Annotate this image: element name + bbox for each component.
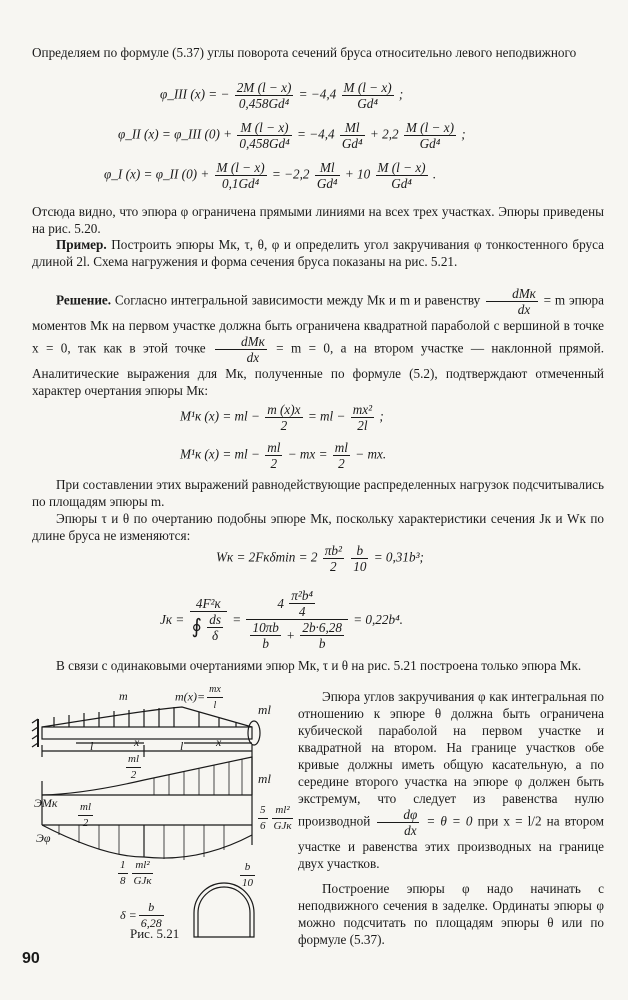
fig-label-m: m	[119, 689, 128, 703]
fig-label-ml-right: ml	[258, 702, 271, 717]
eq3-den: 0,1Gd⁴	[221, 176, 260, 191]
eq5-mid: − mx =	[287, 446, 328, 462]
eq1-num2: M (l − x)	[343, 80, 392, 95]
eq6-end: = 0,31b³;	[373, 549, 424, 565]
fig-ml2-num: ml	[126, 752, 141, 768]
eq2-end: ;	[461, 126, 466, 142]
eq7-contour-integral: ∮	[191, 616, 202, 638]
eq4-num2: mx²	[352, 402, 373, 417]
fig-label-ml-diagram: ml	[258, 771, 271, 786]
eq1-num: 2M (l − x)	[236, 80, 292, 95]
eq2-mid2: + 2,2	[369, 126, 399, 142]
eq2-den: 0,458Gd⁴	[239, 136, 290, 151]
eq7-end: = 0,22b⁴.	[353, 612, 403, 627]
eq4-den2: 2l	[357, 418, 368, 433]
fig-five-num: 5	[258, 803, 268, 819]
equation-Wk	[216, 543, 424, 574]
fig-b10-den: 10	[242, 877, 253, 889]
paragraph-conclusion: Отсюда видно, что эпюра φ ограничена прямыми линиями на всех трех участках. Эпюры приведены на рис. 5.20.	[32, 204, 604, 236]
eq3-den2: Gd⁴	[316, 176, 338, 191]
eq7-den-n: ds	[209, 612, 221, 627]
eq7-d1d: b	[262, 636, 269, 651]
fig-label-ml2b	[76, 800, 95, 831]
paragraph-construction: Построение эпюры φ надо начинать с неподвижного сечения в заделке. Ординаты эпюры φ можно подсчитать по площадям эпюры θ или по формуле (5.37).	[298, 881, 604, 947]
eq4-mid: = ml −	[307, 408, 346, 424]
fig-label-mk: ЭMк	[34, 796, 58, 810]
eq3-num3: M (l − x)	[377, 160, 426, 175]
equation-Jk	[160, 588, 403, 651]
phi-frac-num: dφ	[377, 807, 419, 823]
eq7-d2d: b	[318, 636, 326, 651]
eq3-mid2: + 10	[344, 166, 371, 182]
solution-text-b: = m эпюра моментов Mк на первом участке должна быть ограничена квадратной параболой с вершиной в точке x = 0, так как в этой точке	[32, 292, 604, 356]
mk-curve	[42, 757, 252, 795]
equation-phi-III	[160, 80, 403, 111]
fig-five-den: 6	[260, 820, 266, 832]
eq3-den3: Gd⁴	[391, 176, 412, 191]
eq6-num2: b	[351, 543, 368, 559]
eq6-num: πb²	[324, 543, 342, 558]
fig-label-b10	[238, 860, 257, 891]
paragraph-example	[32, 236, 604, 270]
eq6-lhs: Wк = 2Fкδmin = 2	[216, 549, 318, 565]
eq1-den2: Gd⁴	[357, 96, 378, 111]
eq5-den: 2	[270, 456, 278, 471]
solution-text-a: Согласно интегральной зависимости между Mк и m и равенству	[111, 292, 481, 308]
equation-Mk-1	[180, 402, 384, 433]
eq2-num3: M (l − x)	[405, 120, 454, 135]
eq7-lhs: Jк =	[160, 612, 185, 627]
fig-delta-num: b	[139, 900, 164, 916]
paragraph-phi-diagram	[298, 688, 604, 872]
eq7-d1n: 10πb	[252, 620, 279, 635]
eq3-end: .	[432, 166, 437, 182]
fig-b10-num: b	[240, 860, 255, 876]
eq7-den	[190, 612, 227, 643]
fig-label-mx	[175, 682, 225, 713]
eq2-den2: Gd⁴	[341, 136, 363, 151]
cross-section	[194, 883, 254, 937]
eq2-lhs: φ_II (x) = φ_III (0) +	[118, 126, 233, 142]
fig-label-l1: l	[90, 739, 94, 753]
eq1-end: ;	[398, 86, 404, 102]
cross-section-inner	[198, 887, 250, 937]
fig-one-num: 1	[118, 858, 128, 874]
eq5-den2: 2	[338, 456, 345, 471]
eq3-mid: = −2,2	[271, 166, 310, 182]
intro-paragraph: Определяем по формуле (5.37) углы поворота сечений бруса относительно левого неподвижного	[32, 45, 577, 60]
fig-mx-text: m(x)=	[175, 689, 206, 704]
fig-mlsq2-num: ml²	[132, 858, 154, 874]
eq5-num: ml	[267, 440, 281, 455]
solution-frac2-num: dMк	[215, 334, 267, 350]
solution-frac2-den: dx	[246, 350, 260, 365]
eq1-mid: = −4,4	[298, 86, 337, 102]
fig-mx-den: l	[213, 700, 217, 711]
paragraph-resultants: При составлении этих выражений равнодействующие распределенных нагрузок подсчитывались по площадям эпюры m.	[32, 477, 604, 509]
eq4-end: ;	[379, 408, 384, 424]
eq1-den: 0,458Gd⁴	[238, 96, 290, 111]
fig-label-one-eighth	[116, 858, 155, 889]
eq3-lhs: φ_I (x) = φ_II (0) +	[104, 166, 210, 182]
fig-label-phi: Эφ	[36, 831, 51, 845]
eq7-plus: +	[286, 628, 296, 643]
eq2-num: M (l − x)	[237, 120, 291, 136]
page-number: 90	[22, 950, 40, 967]
solution-frac-num: dMк	[486, 286, 538, 302]
eq7-num-b: π²b⁴	[291, 588, 314, 603]
phi-curve	[42, 825, 252, 858]
paragraph-solution	[32, 286, 604, 399]
fig-ml2b-num: ml	[78, 800, 93, 816]
eq3-num: M (l − x)	[216, 160, 265, 175]
fig-delta-text: δ =	[120, 908, 137, 922]
eq5-end: − mx.	[355, 446, 387, 462]
fig-label-x2: x	[216, 735, 222, 749]
eq7-big-den	[246, 620, 347, 651]
eq2-num2: Ml	[340, 120, 365, 136]
eq7-den-d: δ	[212, 628, 219, 643]
eq3-num2: Ml	[315, 160, 340, 176]
eq2-den3: Gd⁴	[419, 136, 441, 151]
eq7-num: 4F²к	[190, 596, 227, 612]
eq7-eq: =	[232, 612, 242, 627]
phi-text-c: при x = l/2 на втором участке и равенства этих производных на границе двух участков.	[298, 813, 605, 871]
eq4-den: 2	[280, 418, 288, 433]
example-lead: Пример.	[56, 237, 107, 252]
eq2-mid: = −4,4	[297, 126, 335, 142]
equation-phi-II	[118, 120, 466, 151]
eq1-lhs: φ_III (x) = −	[160, 86, 230, 102]
eq4-num: m (x)x	[267, 402, 301, 417]
paragraph-same-shape: В связи с одинаковыми очертаниями эпюр Mк, τ и θ на рис. 5.21 построена только эпюра Mк.	[56, 658, 582, 673]
figure-caption: Рис. 5.21	[130, 926, 180, 941]
fig-label-five-sixths	[256, 803, 295, 834]
fig-one-den: 8	[120, 875, 126, 887]
fig-mx-num: mx	[207, 682, 223, 698]
fig-label-ml2	[124, 752, 143, 783]
paragraph-tau-theta: Эпюры τ и θ по очертанию подобны эпюре Mк, поскольку характеристики сечения Jк и Wк по длине бруса не изменяются:	[32, 511, 604, 543]
eq6-den2: 10	[353, 559, 367, 574]
mk-hatch	[154, 759, 242, 795]
eq7-num-c: 4	[298, 604, 306, 619]
solution-lead: Решение.	[56, 292, 112, 308]
eq4-lhs: M¹к (x) = ml −	[180, 408, 260, 424]
phi-text: Эпюра углов закручивания φ как интегральная по отношению к эпюре θ должна быть ограничена кубической параболой на первом участке и квадратной на втором. На границе участков обе кривые должны иметь общую касательную, а по середине второго участка на эпюре φ должен быть экстремум, что следует из равенства нулю производной	[298, 689, 604, 829]
fig-ml2-den: 2	[130, 769, 137, 781]
eq7-d2n: 2b·6,28	[302, 620, 342, 635]
eq6-den: 2	[330, 559, 337, 574]
fig-label-x1: x	[134, 735, 140, 749]
end-moment	[248, 721, 260, 745]
fig-label-l2: l	[180, 739, 184, 753]
eq7-num-a: 4	[277, 596, 284, 611]
phi-text-b: = θ = 0	[426, 813, 473, 829]
fig-mlsq-num: ml²	[272, 803, 294, 819]
fig-ml2b-den: 2	[82, 817, 89, 829]
equation-Mk-2	[180, 440, 386, 471]
phi-frac-den: dx	[404, 823, 417, 838]
fig-mlsq-den: GJк	[273, 820, 292, 832]
eq5-num2: ml	[334, 440, 348, 455]
equation-phi-I	[104, 160, 436, 191]
solution-text-c: = m = 0, а на втором участке — наклонной прямой. Аналитические выражения для Mк, полученные по формуле (5.2), подтверждают отмеченный характер очертания эпюры Mк:	[32, 340, 605, 398]
solution-frac-den: dx	[517, 302, 531, 317]
fig-delta-den: 6,28	[140, 916, 162, 930]
example-text: Построить эпюры Mк, τ, θ, φ и определить угол закручивания φ тонкостенного бруса длиной 2l. Схема нагружения и форма сечения бруса показаны на рис. 5.21.	[32, 237, 604, 269]
eq7-big-num	[246, 588, 347, 620]
fig-mlsq2-den: GJк	[133, 875, 152, 887]
eq5-lhs: M¹к (x) = ml −	[180, 446, 260, 462]
